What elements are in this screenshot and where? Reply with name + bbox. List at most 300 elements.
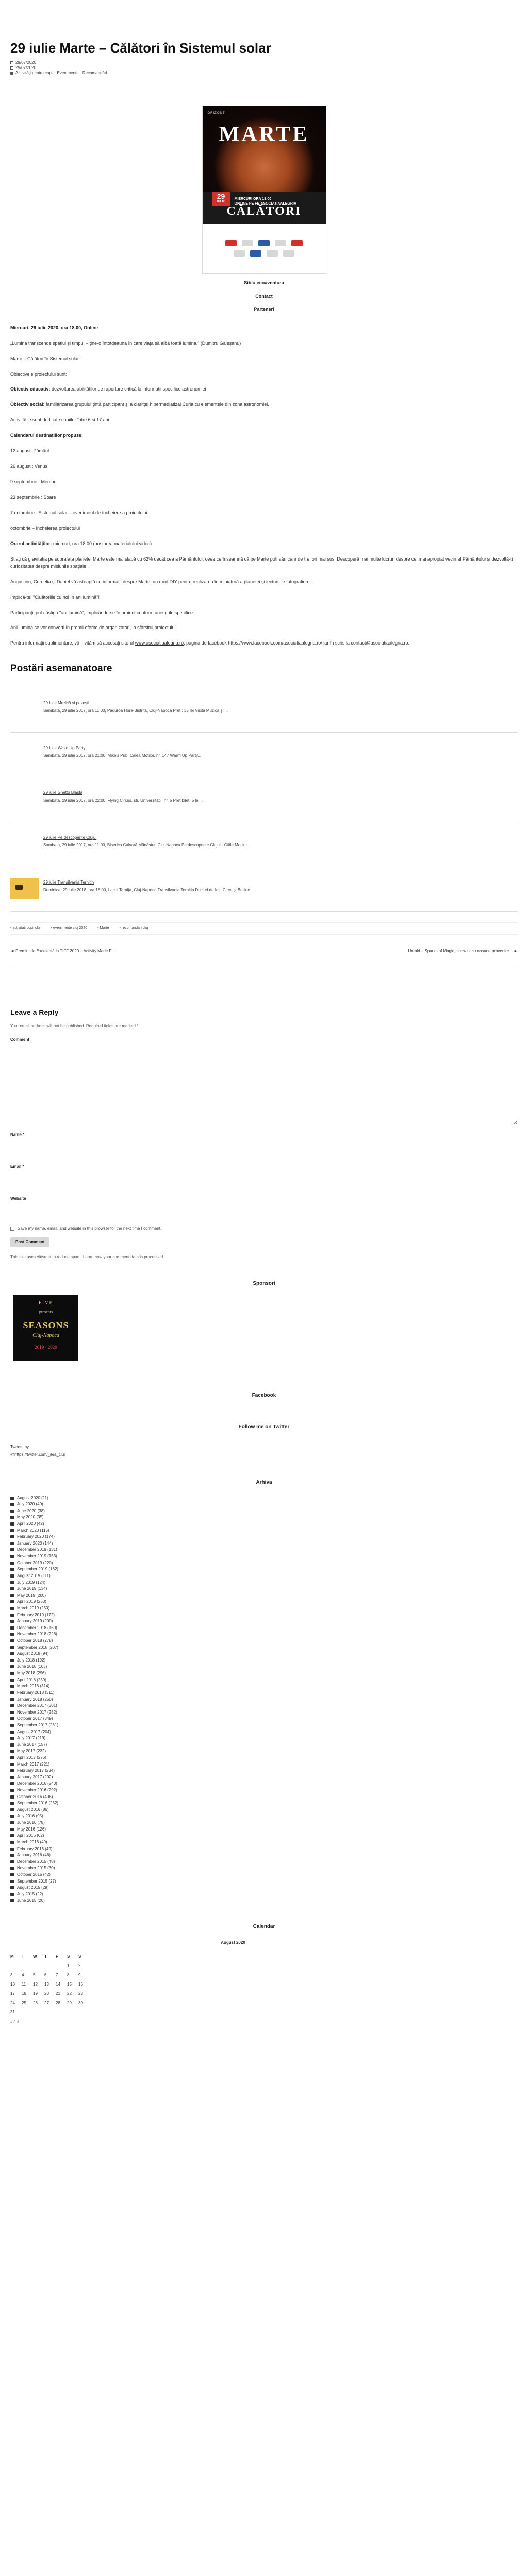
calendar-day[interactable]: 30 (78, 2000, 83, 2005)
folder-icon (10, 1620, 14, 1623)
related-post-link[interactable]: 29 iulie Transilvania Ternitin (43, 879, 94, 885)
archive-item[interactable] (10, 1560, 518, 1566)
related-post-link[interactable]: 29 iulie Pe descoperite Clujul (43, 835, 97, 840)
archive-link[interactable]: October 2019 (220) (17, 1560, 53, 1565)
archive-item[interactable] (10, 1586, 518, 1592)
archive-link[interactable]: December 2016 (240) (17, 1781, 57, 1786)
archive-item[interactable] (10, 1787, 518, 1794)
archive-item[interactable] (10, 1514, 518, 1521)
calendar-day[interactable]: 1 (67, 1963, 70, 1968)
archive-link[interactable]: November 2015 (30) (17, 1866, 55, 1871)
archive-item[interactable] (10, 1599, 518, 1605)
calendar-day[interactable]: 2 (78, 1963, 81, 1968)
calendar-week (10, 1998, 90, 2008)
calendar-day[interactable]: 16 (78, 1981, 83, 1987)
folder-icon (10, 1614, 14, 1617)
calendar-day (56, 2008, 67, 2017)
related-thumb (10, 789, 39, 809)
email-field[interactable] (10, 1172, 518, 1189)
poster-mars-image (203, 106, 326, 224)
consent-row (10, 1226, 518, 1232)
folder-icon (10, 1497, 14, 1500)
archive-link[interactable]: October 2018 (278) (17, 1638, 53, 1643)
name-label: Name * (10, 1132, 25, 1138)
calendar-prev-link[interactable]: « Jul (10, 2019, 19, 2024)
archive-item[interactable] (10, 1683, 518, 1690)
archive-link[interactable]: August 2015 (29) (17, 1885, 49, 1890)
archive-link[interactable]: December 2019 (131) (17, 1547, 57, 1552)
calendar-week (10, 1971, 90, 1980)
archive-link[interactable]: August 2018 (94) (17, 1651, 49, 1656)
calendar-day[interactable]: 17 (10, 1991, 15, 1996)
sponsor-line-2: presents (39, 1310, 53, 1315)
archive-item[interactable] (10, 1566, 518, 1573)
archive-item[interactable] (10, 1676, 518, 1683)
archive-item[interactable] (10, 1508, 518, 1515)
archive-link[interactable]: November 2017 (282) (17, 1709, 57, 1715)
archive-link[interactable]: September 2019 (162) (17, 1567, 59, 1572)
calendar-day (10, 1961, 22, 1971)
related-post-link[interactable]: 29 Iulie Muzică și povești (43, 700, 89, 705)
folder-icon (10, 1711, 14, 1714)
folder-icon (10, 1795, 14, 1799)
calendar-day[interactable]: 31 (10, 2009, 15, 2014)
archive-link[interactable]: June 2017 (157) (17, 1742, 47, 1747)
archive-item[interactable] (10, 1696, 518, 1703)
archive-item[interactable] (10, 1592, 518, 1599)
folder-icon (10, 1893, 14, 1896)
archive-item[interactable] (10, 1657, 518, 1664)
website-link[interactable]: www.asociatiaalegria.ro (135, 640, 184, 646)
archive-item[interactable] (10, 1540, 518, 1547)
calendar-day[interactable]: 15 (67, 1981, 72, 1987)
tag-link[interactable]: ▪ evenimente cluj 2020 (51, 926, 88, 931)
folder-icon (10, 1555, 14, 1558)
tag-link[interactable]: ▪ recomandari cluj (119, 926, 148, 931)
modified-date-text: 29/07/2020 (15, 65, 37, 71)
archive-item[interactable] (10, 1885, 518, 1891)
archive-link[interactable]: November 2018 (226) (17, 1632, 57, 1637)
archive-link[interactable]: July 2020 (40) (17, 1502, 43, 1507)
calendar-day[interactable]: 21 (56, 1991, 60, 1996)
archive-link[interactable]: September 2015 (27) (17, 1878, 56, 1884)
archive-item[interactable] (10, 1651, 518, 1657)
archive-item[interactable] (10, 1807, 518, 1814)
previous-post-link[interactable]: ◄ Premiul de Excelență la TIFF 2020 – Activity Marie Pi... (10, 948, 117, 954)
schedule-item: 7 octombrie : Sistemul solar – eveniment de încheiere a proiectului (10, 510, 147, 515)
project-name: Marte – Călători în Sistemul solar (10, 355, 79, 361)
calendar-day[interactable]: 19 (33, 1991, 38, 1996)
archive-item[interactable] (10, 1527, 518, 1534)
folder-icon (10, 1626, 14, 1630)
archive-item[interactable] (10, 1728, 518, 1735)
archive-item[interactable] (10, 1547, 518, 1553)
calendar-day[interactable]: 22 (67, 1991, 72, 1996)
archive-link[interactable]: May 2019 (200) (17, 1592, 46, 1598)
calendar-day[interactable]: 11 (22, 1981, 26, 1987)
archive-item[interactable] (10, 1495, 518, 1501)
related-post-link[interactable]: 29 Iulie Wake Up Party (43, 745, 86, 750)
categories-text[interactable]: Activități pentru copii · Evenimente · Recomandări (15, 71, 107, 76)
calendar-week (10, 1989, 90, 1998)
calendar-day (78, 2008, 90, 2017)
archive-link[interactable]: July 2016 (95) (17, 1814, 43, 1819)
folder-icon (10, 1769, 14, 1772)
calendar-day (33, 2008, 44, 2017)
archive-link[interactable]: February 2017 (234) (17, 1768, 55, 1773)
folder-icon (10, 1808, 14, 1811)
archive-item[interactable] (10, 1703, 518, 1709)
calendar-day[interactable]: 12 (33, 1981, 38, 1987)
folder-icon (10, 1802, 14, 1805)
archive-link[interactable]: June 2018 (163) (17, 1664, 47, 1669)
related-post-excerpt: Sambata, 29 iulie 2017, ora 21:00, Mike's Pub, Calea Moților, nr. 147 Warm Up Party... (43, 753, 202, 758)
archive-item[interactable] (10, 1781, 518, 1787)
consent-label: Save my name, email, and website in this browser for the next time I comment. (18, 1226, 162, 1231)
archive-link[interactable]: June 2019 (134) (17, 1586, 47, 1591)
website-label: Website (10, 1196, 26, 1201)
calendar-weekday: F (56, 1954, 58, 1959)
related-post-link[interactable]: 29 iulie Ghetto Blasta (43, 790, 83, 795)
folder-icon (10, 1594, 14, 1597)
archive-link[interactable]: April 2018 (259) (17, 1677, 46, 1682)
tag-link[interactable]: ▪ activitati copii cluj (10, 926, 41, 931)
audience: Activitățile sunt dedicate copiilor între 6 și 17 ani. (10, 417, 111, 423)
archive-item[interactable] (10, 1664, 518, 1670)
more-info: Pentru informații suplimentare, vă invităm să accesați site-ul www.asociatiaalegria.ro, pagina de facebook https://www.facebook.com/asociatiaalegria.ro/ iar în scris la contact@asociatiaalegria.ro. (10, 640, 410, 646)
archive-item[interactable] (10, 1612, 518, 1618)
archive-item[interactable] (10, 1722, 518, 1729)
archive-link[interactable]: October 2017 (349) (17, 1716, 53, 1721)
calendar-day[interactable]: 5 (33, 1972, 36, 1977)
post-comment-button[interactable]: Post Comment (10, 1237, 50, 1247)
archive-item[interactable] (10, 1813, 518, 1820)
archive-item[interactable] (10, 1605, 518, 1612)
archive-item[interactable] (10, 1501, 518, 1508)
archive-link[interactable]: January 2017 (202) (17, 1774, 53, 1780)
archive-item[interactable] (10, 1670, 518, 1677)
archive-item[interactable] (10, 1690, 518, 1697)
archive-link[interactable]: May 2018 (296) (17, 1671, 46, 1676)
folder-icon (10, 1750, 14, 1753)
archive-link[interactable]: June 2020 (38) (17, 1508, 45, 1513)
calendar-day[interactable]: 27 (44, 2000, 49, 2005)
archive-item[interactable] (10, 1768, 518, 1774)
calendar-day[interactable]: 3 (10, 1972, 13, 1977)
poster-logos (203, 224, 326, 273)
post-navigation (10, 948, 518, 968)
archive-item[interactable] (10, 1716, 518, 1722)
website-field[interactable] (10, 1204, 518, 1221)
folder-icon (10, 1737, 14, 1740)
archive-link[interactable]: February 2016 (49) (17, 1846, 53, 1851)
name-field[interactable] (10, 1140, 518, 1157)
participants-note: Participanții pot câștiga "ani lumină", implicându-se în proiect conform unei grile specifice. (10, 609, 194, 615)
consent-checkbox[interactable] (10, 1227, 14, 1231)
tweets-by: Tweets by (10, 1445, 29, 1450)
archive-link[interactable]: April 2016 (62) (17, 1833, 44, 1838)
sponsors-heading: Sponsori (253, 1281, 275, 1287)
folder-icon (10, 1510, 14, 1513)
schedule-item: 23 septembrie : Soare (10, 495, 56, 500)
archive-item[interactable] (10, 1625, 518, 1632)
archive-item[interactable] (10, 1735, 518, 1742)
next-post-link[interactable]: Untold – Sparks of Magic, show ul cu oașune provenire... ► (408, 948, 518, 954)
calendar-caption: August 2020 (221, 1940, 245, 1945)
folder-icon (10, 1782, 14, 1785)
folder-icon (10, 1724, 14, 1727)
clock-icon (10, 61, 13, 64)
archive-link[interactable]: January 2019 (200) (17, 1619, 53, 1624)
archive-link[interactable]: July 2018 (192) (17, 1657, 46, 1663)
archive-item[interactable] (10, 1521, 518, 1528)
archive-link[interactable]: February 2020 (174) (17, 1534, 55, 1539)
archive-item[interactable] (10, 1631, 518, 1638)
archive-item[interactable] (10, 1891, 518, 1897)
folder-icon (10, 1659, 14, 1662)
folder-icon (10, 1717, 14, 1720)
archive-link[interactable]: September 2018 (207) (17, 1645, 59, 1650)
calendar-day[interactable]: 6 (44, 1972, 47, 1977)
folder-icon (10, 1860, 14, 1863)
related-post (10, 822, 518, 867)
calendar-day (67, 2008, 78, 2017)
calendar-weekday: S (78, 1954, 81, 1959)
calendar-day[interactable]: 9 (78, 1972, 81, 1977)
archive-item[interactable] (10, 1553, 518, 1560)
objective-social: Obiectiv social: familiarizarea grupului țintă participant și a claritței hipermediatizăi Curia cu elementele din zona astronomiei. (10, 402, 269, 408)
calendar-day[interactable]: 28 (56, 2000, 60, 2005)
archive-item[interactable] (10, 1709, 518, 1716)
archive-link[interactable]: February 2018 (311) (17, 1690, 55, 1695)
archive-link[interactable]: April 2020 (42) (17, 1521, 44, 1527)
folder-icon (10, 1600, 14, 1603)
poster-brand: ORIZONT (207, 112, 225, 115)
published-date-text: 29/07/2020 (15, 60, 37, 65)
link-parteneri[interactable]: Parteneri (254, 307, 274, 312)
calendar-day[interactable]: 29 (67, 2000, 72, 2005)
archive-item[interactable] (10, 1833, 518, 1839)
related-thumb (10, 699, 39, 720)
folder-icon (10, 1633, 14, 1636)
facebook-heading: Facebook (252, 1393, 276, 1399)
calendar-heading: Calendarul destinațiilor propuse: (10, 433, 84, 438)
archive-item[interactable] (10, 1826, 518, 1833)
archive-item[interactable] (10, 1573, 518, 1580)
comment-label: Comment (10, 1037, 29, 1042)
archive-link[interactable]: May 2016 (126) (17, 1826, 46, 1832)
archive-link[interactable]: July 2015 (22) (17, 1891, 43, 1896)
archive-link[interactable]: January 2018 (250) (17, 1697, 53, 1702)
folder-icon (10, 1685, 14, 1688)
post-title: 29 iulie Marte – Călători în Sistemul solar (10, 40, 271, 56)
calendar-week (10, 1961, 90, 1971)
archive-link[interactable]: November 2016 (292) (17, 1788, 57, 1793)
folder-icon (10, 1756, 14, 1759)
poster-subtitle: CĂLĂTORI (226, 205, 302, 218)
folder-icon (10, 1587, 14, 1590)
archive-item[interactable] (10, 1793, 518, 1800)
archive-link[interactable]: January 2016 (46) (17, 1853, 51, 1858)
link-contact[interactable]: Contact (255, 293, 273, 299)
tag-link[interactable]: ▪ Marte (97, 926, 109, 931)
folder-icon (10, 1542, 14, 1545)
archive-item[interactable] (10, 1800, 518, 1807)
calendar-day[interactable]: 14 (56, 1981, 60, 1987)
folder-icon (10, 1652, 14, 1655)
archive-item[interactable] (10, 1534, 518, 1540)
clock-icon (10, 66, 13, 70)
archive-link[interactable]: March 2017 (221) (17, 1761, 50, 1767)
calendar-weekday: S (67, 1954, 70, 1959)
calendar-table (10, 1952, 90, 2017)
archive-link[interactable]: July 2017 (219) (17, 1736, 46, 1741)
calendar-day[interactable]: 10 (10, 1981, 15, 1987)
folder-icon (10, 1535, 14, 1538)
archive-item[interactable] (10, 1878, 518, 1885)
archive-link[interactable]: August 2020 (11) (17, 1495, 48, 1500)
folder-icon (10, 1522, 14, 1526)
archive-link[interactable]: October 2016 (406) (17, 1794, 53, 1799)
archive-item[interactable] (10, 1579, 518, 1586)
archive-item[interactable] (10, 1852, 518, 1859)
archive-link[interactable]: June 2016 (78) (17, 1820, 45, 1825)
related-post (10, 867, 518, 912)
related-post-excerpt: Sambata, 29 iulie 2017, ora 11:00, Paduroa Hora-Bistrita, Cluj-Napoca Pret : 35 lei Vișită Muzică și ... (43, 708, 228, 713)
schedule-item: octombrie – încheierea proiectului (10, 525, 80, 531)
archive-item[interactable] (10, 1755, 518, 1761)
folder-icon (10, 1854, 14, 1857)
link-sibiu-ecoaventura[interactable]: Sibiu ecoaventura (244, 280, 284, 286)
archive-heading: Arhiva (256, 1480, 272, 1486)
archive-item[interactable] (10, 1820, 518, 1826)
archive-link[interactable]: November 2019 (153) (17, 1554, 57, 1559)
folder-icon (10, 1568, 14, 1571)
archive-item[interactable] (10, 1845, 518, 1852)
objectives-intro: Obiectivele proiectului sunt: (10, 371, 68, 377)
archive-item[interactable] (10, 1865, 518, 1872)
archive-item[interactable] (10, 1618, 518, 1625)
archive-link[interactable]: December 2018 (160) (17, 1625, 57, 1630)
activity-schedule: Orarul activităților: miercuri, ora 18.00 (postarea materialului video) (10, 540, 152, 546)
folder-icon (10, 1763, 14, 1766)
related-post (10, 777, 518, 822)
published-date (10, 60, 518, 65)
archive-link[interactable]: September 2017 (261) (17, 1722, 59, 1727)
folder-icon (10, 1789, 14, 1792)
folder-icon (10, 1873, 14, 1876)
archive-link[interactable]: July 2019 (124) (17, 1580, 46, 1585)
calendar-day[interactable]: 25 (22, 2000, 26, 2005)
calendar-week (10, 1980, 90, 1989)
archive-link[interactable]: January 2020 (144) (17, 1540, 53, 1546)
calendar-day[interactable]: 20 (44, 1991, 49, 1996)
poster-headline: MARTE (219, 123, 309, 147)
calendar-day[interactable]: 8 (67, 1972, 70, 1977)
archive-item[interactable] (10, 1748, 518, 1755)
calendar-day[interactable]: 7 (56, 1972, 58, 1977)
post-content (10, 325, 518, 648)
folder-icon (10, 1503, 14, 1506)
event-datetime: Miercuri, 29 iulie 2020, ora 18.00, Online (10, 325, 98, 330)
calendar-day (56, 1961, 67, 1971)
archive-link[interactable]: August 2016 (86) (17, 1807, 49, 1812)
twitter-heading: Follow me on Twitter (238, 1424, 290, 1430)
comment-textarea[interactable] (10, 1045, 518, 1125)
calendar-day[interactable]: 4 (22, 1972, 24, 1977)
calendar-weekday: T (44, 1954, 47, 1959)
folder-icon (10, 1607, 14, 1610)
calendar-day[interactable]: 24 (10, 2000, 15, 2005)
archive-link[interactable]: May 2020 (35) (17, 1515, 44, 1520)
hosts-paragraph: Augustino, Cornelia și Daniel vă așteaptă cu informații despre Marte, un mod DIY pentru realizarea în miniatură a planetei și lecturi de fotografiere. (10, 579, 311, 584)
related-thumb-image[interactable] (10, 878, 39, 899)
archive-item[interactable] (10, 1872, 518, 1878)
calendar-day[interactable]: 18 (22, 1991, 26, 1996)
archive-item[interactable] (10, 1858, 518, 1865)
archive-item[interactable] (10, 1741, 518, 1748)
folder-icon (10, 1743, 14, 1747)
archive-link[interactable]: May 2017 (232) (17, 1749, 46, 1754)
post-categories[interactable] (10, 71, 518, 76)
call-to-action: Implică-te! "Călătoriile cu noi în ani lumină"! (10, 594, 100, 600)
calendar-day[interactable]: 26 (33, 2000, 38, 2005)
archive-item[interactable] (10, 1644, 518, 1651)
archive-link[interactable]: December 2015 (48) (17, 1859, 55, 1864)
twitter-handle-link[interactable]: @https://twitter.com/_ilea_cluj (10, 1452, 65, 1458)
archive-link[interactable]: April 2017 (276) (17, 1755, 46, 1760)
archive-link[interactable]: June 2015 (20) (17, 1898, 45, 1903)
poster-tagline-1: MIERCURI ORA 18:00 (234, 197, 272, 201)
poster-tagline-2: ONLINE PE FB/ASOCIATIAALEGRIA (234, 201, 296, 206)
archive-item[interactable] (10, 1761, 518, 1768)
archive-link[interactable]: October 2015 (42) (17, 1872, 51, 1877)
archive-link[interactable]: December 2017 (301) (17, 1703, 57, 1708)
sponsor-line-4: Cluj-Napoca (32, 1333, 59, 1339)
archive-link[interactable]: August 2019 (111) (17, 1573, 51, 1578)
objective-educational: Obiectiv educativ: dezvoltarea abilităților de raportare critică la informații specifice astronomiei (10, 386, 206, 392)
folder-icon (10, 1529, 14, 1532)
calendar-day[interactable]: 23 (78, 1991, 83, 1996)
archive-item[interactable] (10, 1839, 518, 1846)
archive-link[interactable]: September 2016 (232) (17, 1801, 59, 1806)
archive-item[interactable] (10, 1897, 518, 1904)
event-poster (202, 106, 326, 274)
archive-item[interactable] (10, 1638, 518, 1645)
sponsor-banner[interactable] (13, 1295, 78, 1361)
archive-link[interactable]: August 2017 (204) (17, 1729, 51, 1734)
sponsor-line-5: 2019 · 2020 (35, 1345, 57, 1350)
related-thumb (10, 834, 39, 854)
archive-link[interactable]: March 2019 (250) (17, 1605, 50, 1611)
archive-link[interactable]: March 2018 (314) (17, 1684, 50, 1689)
archive-link[interactable]: February 2019 (172) (17, 1612, 55, 1617)
archive-item[interactable] (10, 1774, 518, 1781)
calendar-day[interactable]: 13 (44, 1981, 49, 1987)
folder-icon (10, 1691, 14, 1694)
archive-link[interactable]: April 2019 (253) (17, 1599, 46, 1604)
archive-link[interactable]: March 2016 (49) (17, 1839, 47, 1844)
post-meta (10, 60, 518, 76)
calendar-day (22, 2008, 33, 2017)
folder-icon (10, 1886, 14, 1889)
archive-list (10, 1495, 518, 1904)
schedule-item: 12 august: Pământ (10, 448, 50, 454)
schedule-item: 26 august : Venus (10, 464, 48, 469)
prizes-note: Anii lumină se vor converti în premii oferite de organizatori, la sfârșitul proiectului. (10, 625, 177, 631)
form-note: Your email address will not be published. Required fields are marked * (10, 1024, 139, 1029)
archive-link[interactable]: March 2020 (115) (17, 1528, 50, 1533)
